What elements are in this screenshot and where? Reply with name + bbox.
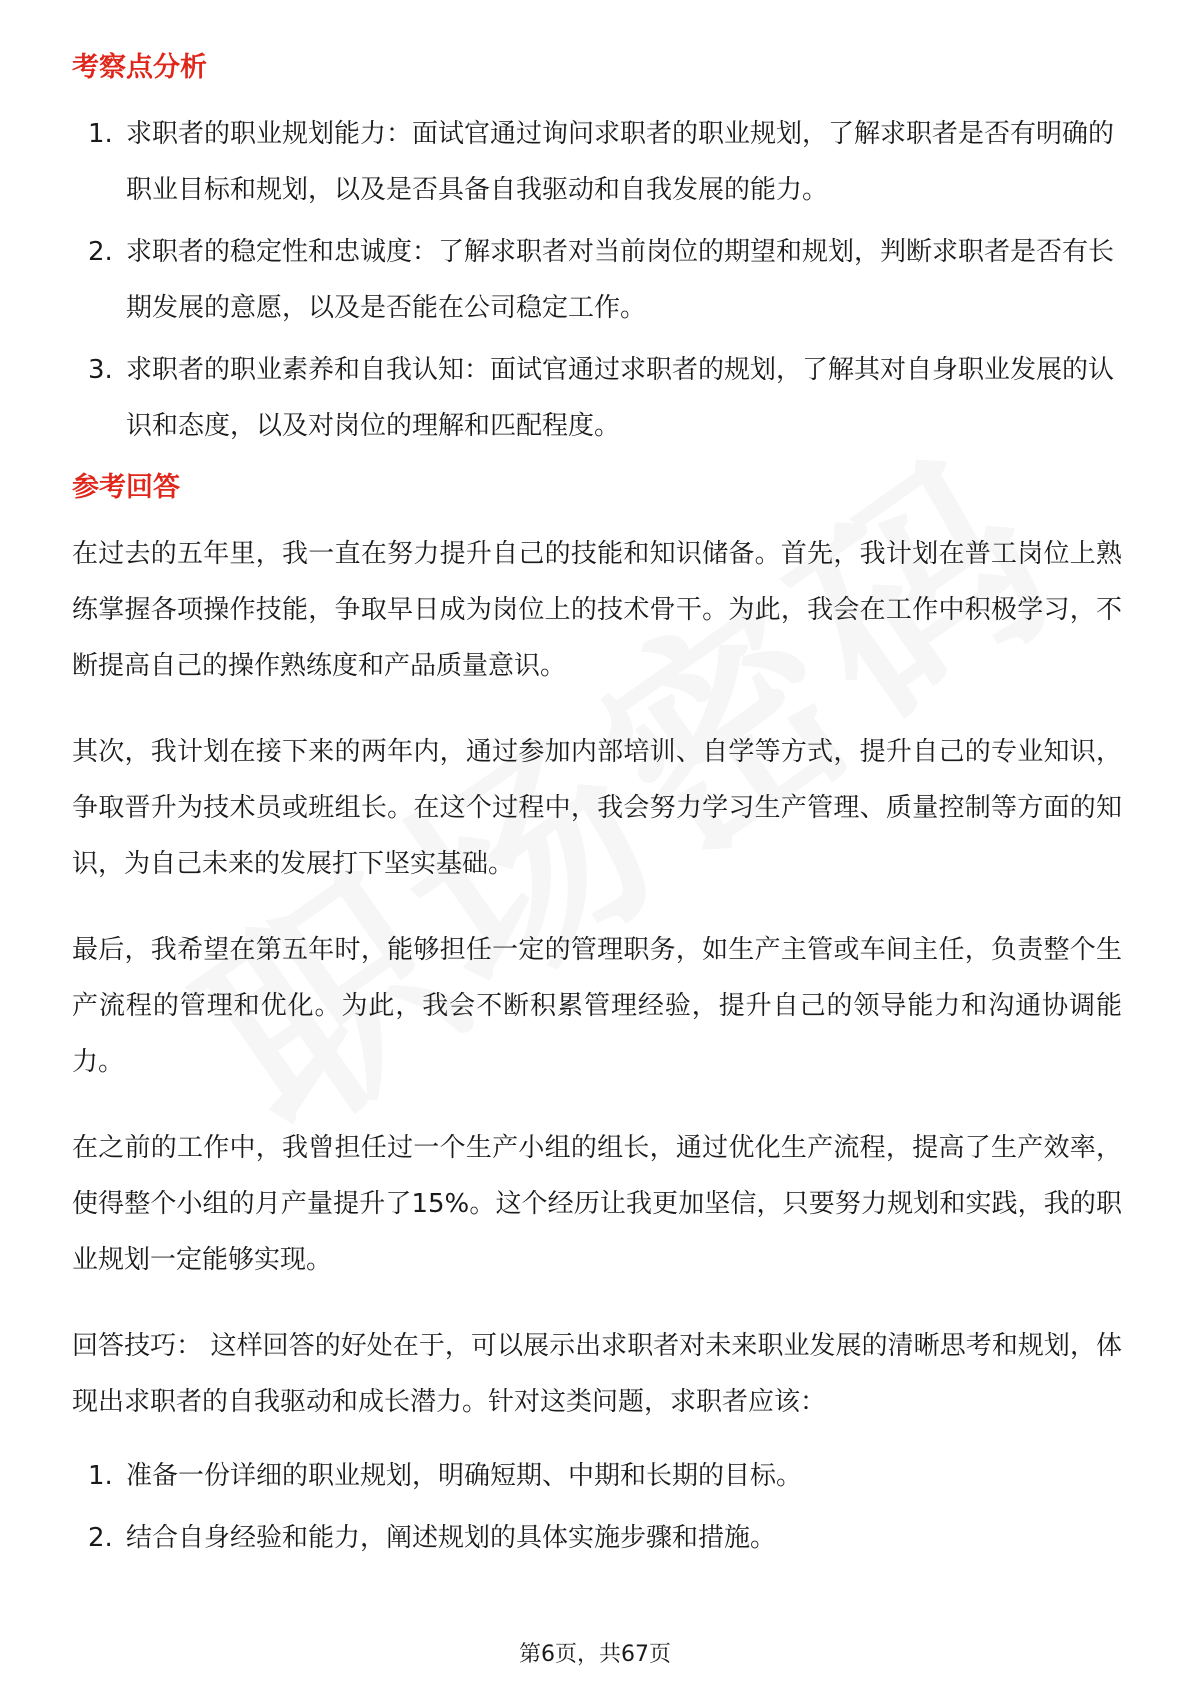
list-number: 1. bbox=[88, 1461, 113, 1491]
analysis-heading: 考察点分析 bbox=[72, 52, 207, 83]
list-number: 2. bbox=[88, 1523, 113, 1553]
list-text: 求职者的职业规划能力：面试官通过询问求职者的职业规划，了解求职者是否有明确的职业目标和规划，以及是否具备自我驱动和自我发展的能力。 bbox=[126, 119, 1115, 205]
list-text: 求职者的稳定性和忠诚度：了解求职者对当前岗位的期望和规划，判断求职者是否有长期发展的意愿，以及是否能在公司稳定工作。 bbox=[126, 237, 1115, 323]
list-text: 结合自身经验和能力，阐述规划的具体实施步骤和措施。 bbox=[126, 1523, 777, 1553]
list-number: 1. bbox=[88, 119, 113, 149]
analysis-list bbox=[72, 106, 1122, 454]
answer-paragraph: 在过去的五年里，我一直在努力提升自己的技能和知识储备。首先，我计划在普工岗位上熟练掌握各项操作技能，争取早日成为岗位上的技术骨干。为此，我会在工作中积极学习，不断提高自己的操作熟练度和产品质量意识。 bbox=[72, 539, 1122, 681]
list-number: 2. bbox=[88, 237, 113, 267]
answer-heading: 参考回答 bbox=[72, 472, 180, 503]
answer-paragraph: 最后，我希望在第五年时，能够担任一定的管理职务，如生产主管或车间主任，负责整个生产流程的管理和优化。为此，我会不断积累管理经验，提升自己的领导能力和沟通协调能力。 bbox=[72, 935, 1122, 1077]
list-item bbox=[72, 342, 1122, 454]
page-content bbox=[72, 48, 1122, 1572]
answer-paragraph: 在之前的工作中，我曾担任过一个生产小组的组长，通过优化生产流程，提高了生产效率，使得整个小组的月产量提升了15%。这个经历让我更加坚信，只要努力规划和实践，我的职业规划一定能够实现。 bbox=[72, 1133, 1122, 1275]
list-number: 3. bbox=[88, 355, 113, 385]
list-item bbox=[72, 1510, 1122, 1566]
answer-paragraph: 其次，我计划在接下来的两年内，通过参加内部培训、自学等方式，提升自己的专业知识，争取晋升为技术员或班组长。在这个过程中，我会努力学习生产管理、质量控制等方面的知识，为自己未来的发展打下坚实基础。 bbox=[72, 737, 1122, 879]
list-item bbox=[72, 224, 1122, 336]
list-text: 求职者的职业素养和自我认知：面试官通过求职者的规划，了解其对自身职业发展的认识和态度，以及对岗位的理解和匹配程度。 bbox=[126, 355, 1115, 441]
list-item bbox=[72, 1448, 1122, 1504]
tips-paragraph: 回答技巧： 这样回答的好处在于，可以展示出求职者对未来职业发展的清晰思考和规划，体现出求职者的自我驱动和成长潜力。针对这类问题，求职者应该： bbox=[72, 1331, 1122, 1417]
tips-list bbox=[72, 1448, 1122, 1566]
list-text: 准备一份详细的职业规划，明确短期、中期和长期的目标。 bbox=[126, 1461, 803, 1491]
page-footer: 第6页，共67页 bbox=[519, 1642, 671, 1667]
list-item bbox=[72, 106, 1122, 218]
